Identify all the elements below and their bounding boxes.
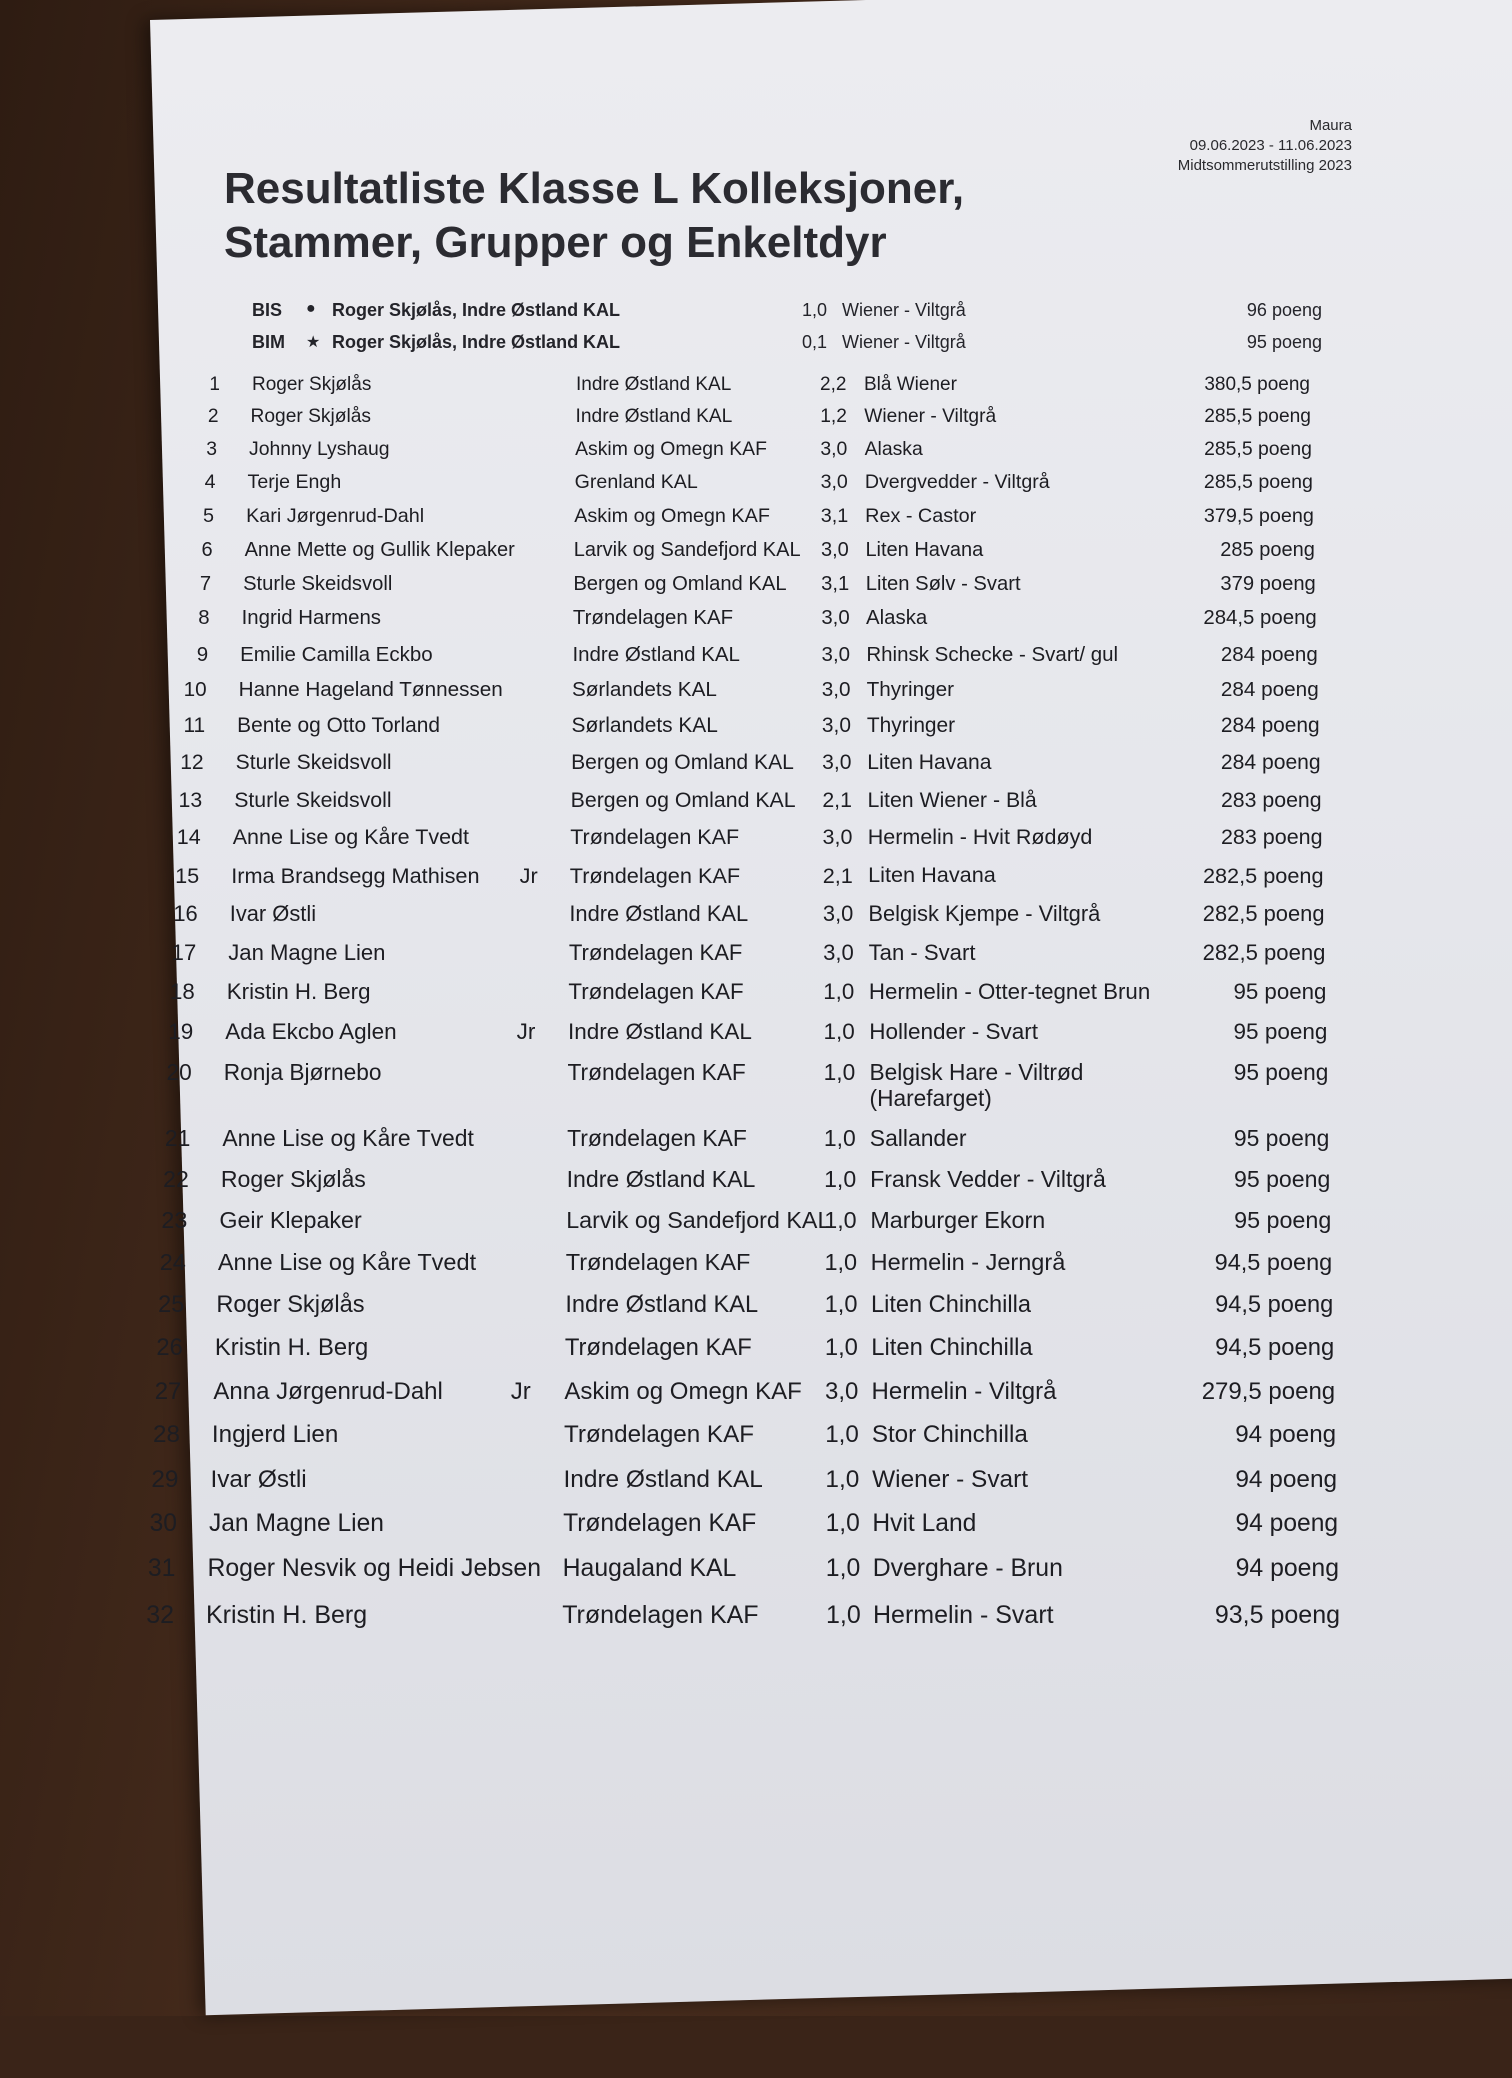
result-rank: 15 xyxy=(175,863,200,889)
junior-badge: Jr xyxy=(519,863,538,889)
result-owner: Sturle Skeidsvoll xyxy=(234,787,392,812)
result-row xyxy=(140,863,1502,897)
sheet-content xyxy=(140,44,1502,2040)
result-row xyxy=(140,751,1502,785)
result-class: 3,1 xyxy=(820,504,849,527)
result-club: Grenland KAL xyxy=(574,471,698,494)
result-owner: Roger Skjølås xyxy=(216,1291,365,1318)
result-rank: 30 xyxy=(149,1510,177,1538)
result-row xyxy=(140,979,1502,1013)
result-breed: Hvit Land xyxy=(872,1510,977,1538)
result-class: 3,0 xyxy=(823,940,854,966)
result-rank: 27 xyxy=(154,1377,182,1405)
result-points: 282,5 poeng xyxy=(1202,863,1324,889)
award-class: 0,1 xyxy=(802,332,828,352)
result-breed: Dvergvedder - Viltgrå xyxy=(864,471,1050,494)
result-owner: Ingjerd Lien xyxy=(211,1421,339,1449)
result-rank: 13 xyxy=(178,787,203,812)
result-class: 2,1 xyxy=(822,863,853,889)
result-owner: Emilie Camilla Eckbo xyxy=(240,642,433,666)
award-code: BIM xyxy=(252,332,285,352)
result-breed: Hermelin - Jerngrå xyxy=(870,1249,1066,1276)
result-owner: Hanne Hageland Tønnessen xyxy=(238,678,503,702)
result-rank: 9 xyxy=(196,642,209,666)
title-line-1: Resultatliste Klasse L Kolleksjoner, xyxy=(224,164,965,213)
result-class: 1,0 xyxy=(824,1207,857,1234)
result-breed: Liten Sølv - Svart xyxy=(865,572,1021,595)
result-points: 379,5 poeng xyxy=(1203,504,1314,527)
result-rank: 2 xyxy=(207,406,219,427)
result-rank: 24 xyxy=(159,1249,186,1276)
result-rank: 20 xyxy=(166,1059,192,1086)
result-rank: 6 xyxy=(201,538,213,561)
event-name: Midtsommerutstilling 2023 xyxy=(1177,157,1352,174)
result-breed: Thyringer xyxy=(866,714,956,738)
star-icon: ★ xyxy=(306,334,321,351)
result-points: 282,5 poeng xyxy=(1202,901,1325,927)
result-row xyxy=(140,539,1502,573)
result-club: Indre Østland KAL xyxy=(569,901,749,927)
result-club: Indre Østland KAL xyxy=(576,374,732,395)
result-class: 3,0 xyxy=(821,607,850,630)
result-rank: 19 xyxy=(168,1019,194,1045)
result-points: 283 poeng xyxy=(1220,825,1323,850)
award-breed: Wiener - Viltgrå xyxy=(842,300,966,320)
award-winner: Roger Skjølås, Indre Østland KAL xyxy=(332,332,621,352)
result-points: 284 poeng xyxy=(1220,750,1321,774)
result-rank: 12 xyxy=(180,750,204,774)
result-rank: 16 xyxy=(173,901,198,927)
result-points: 93,5 poeng xyxy=(1214,1600,1340,1629)
result-row xyxy=(140,1019,1502,1053)
result-class: 3,1 xyxy=(821,572,850,595)
award-breed: Wiener - Viltgrå xyxy=(842,332,966,352)
result-row xyxy=(140,940,1502,974)
result-rank: 26 xyxy=(156,1334,183,1362)
result-row xyxy=(140,1466,1502,1500)
result-points: 380,5 poeng xyxy=(1204,374,1310,395)
result-breed: Wiener - Svart xyxy=(872,1465,1028,1493)
award-row-bis xyxy=(252,294,1402,326)
result-points: 283 poeng xyxy=(1220,787,1322,812)
result-breed: Liten Chinchilla xyxy=(870,1291,1031,1318)
result-breed: Rex - Castor xyxy=(865,504,977,527)
result-points: 284,5 poeng xyxy=(1203,607,1317,630)
result-breed: Hermelin - Viltgrå xyxy=(871,1377,1057,1405)
result-owner: Roger Skjølås xyxy=(220,1165,366,1192)
award-points: 96 poeng xyxy=(1246,300,1322,320)
result-row xyxy=(140,1166,1502,1200)
result-club: Trøndelagen KAF xyxy=(565,1249,751,1276)
result-class: 1,0 xyxy=(825,1510,860,1538)
result-club: Indre Østland KAL xyxy=(566,1165,756,1192)
title-line-2: Stammer, Grupper og Enkeltdyr xyxy=(224,218,887,267)
result-rank: 4 xyxy=(204,471,216,494)
result-owner: Irma Brandsegg Mathisen xyxy=(231,863,480,889)
result-breed: Alaska xyxy=(866,607,928,630)
result-rank: 1 xyxy=(209,374,220,395)
result-points: 285 poeng xyxy=(1220,538,1315,561)
result-class: 1,0 xyxy=(826,1600,861,1629)
result-club: Trøndelagen KAF xyxy=(567,1124,747,1151)
result-class: 3,0 xyxy=(820,538,849,561)
result-class: 3,0 xyxy=(820,471,848,494)
result-club: Trøndelagen KAF xyxy=(568,979,744,1005)
result-rank: 29 xyxy=(151,1465,179,1493)
junior-badge: Jr xyxy=(510,1377,531,1405)
result-breed: Belgisk Hare - Viltrød xyxy=(869,1059,1084,1086)
result-breed: Rhinsk Schecke - Svart/ gul xyxy=(866,642,1119,666)
result-breed: Marburger Ekorn xyxy=(870,1207,1046,1234)
result-points: 285,5 poeng xyxy=(1204,406,1311,427)
result-owner: Roger Skjølås xyxy=(252,374,372,395)
dot-icon: ● xyxy=(306,300,316,317)
result-owner: Jan Magne Lien xyxy=(228,940,386,966)
result-owner: Anna Jørgenrud-Dahl xyxy=(213,1377,443,1405)
result-row xyxy=(140,1334,1502,1368)
result-row xyxy=(140,1510,1502,1544)
result-row xyxy=(140,825,1502,859)
result-owner: Ronja Bjørnebo xyxy=(223,1059,382,1086)
result-points: 285,5 poeng xyxy=(1204,438,1312,461)
result-row xyxy=(140,1421,1502,1455)
result-owner: Kristin H. Berg xyxy=(206,1600,368,1629)
result-class: 1,0 xyxy=(825,1421,859,1449)
result-club: Sørlandets KAL xyxy=(571,678,717,702)
result-rank: 11 xyxy=(183,714,206,738)
result-breed: Liten Havana xyxy=(868,862,996,888)
result-owner: Ivar Østli xyxy=(229,901,317,927)
result-points: 95 poeng xyxy=(1233,1124,1330,1151)
result-club: Trøndelagen KAF xyxy=(568,940,743,966)
result-club: Bergen og Omland KAL xyxy=(573,572,787,595)
result-rank: 25 xyxy=(158,1291,185,1318)
award-points: 95 poeng xyxy=(1246,332,1322,352)
award-row-bim xyxy=(252,326,1402,358)
result-class: 3,0 xyxy=(820,438,848,461)
result-owner: Ingrid Harmens xyxy=(241,607,381,630)
result-rank: 5 xyxy=(203,504,215,527)
result-points: 94 poeng xyxy=(1235,1421,1337,1449)
result-row xyxy=(140,643,1502,677)
result-owner: Roger Nesvik og Heidi Jebsen xyxy=(207,1555,542,1583)
page-title xyxy=(224,162,1104,270)
result-club: Indre Østland KAL xyxy=(575,406,733,427)
result-club: Indre Østland KAL xyxy=(567,1019,752,1045)
result-class: 1,0 xyxy=(824,1334,858,1362)
result-owner: Kristin H. Berg xyxy=(226,979,371,1005)
result-rank: 31 xyxy=(147,1555,176,1583)
result-rank: 17 xyxy=(171,940,197,966)
result-owner: Kari Jørgenrud-Dahl xyxy=(246,504,425,527)
result-breed: Liten Chinchilla xyxy=(871,1334,1033,1362)
result-row xyxy=(140,374,1502,408)
result-row xyxy=(140,788,1502,822)
result-breed: Hermelin - Svart xyxy=(873,1600,1054,1629)
result-rank: 22 xyxy=(163,1165,189,1192)
result-owner: Anne Lise og Kåre Tvedt xyxy=(222,1124,474,1151)
result-class: 1,0 xyxy=(823,1059,856,1086)
result-row xyxy=(140,1125,1502,1159)
result-class: 3,0 xyxy=(822,901,854,927)
result-points: 379 poeng xyxy=(1220,572,1316,595)
result-class: 1,0 xyxy=(823,1124,856,1151)
result-club: Trøndelagen KAF xyxy=(564,1334,752,1362)
result-rank: 18 xyxy=(169,979,195,1005)
result-points: 284 poeng xyxy=(1220,642,1318,666)
result-owner: Anne Lise og Kåre Tvedt xyxy=(217,1249,477,1276)
result-class: 3,0 xyxy=(822,825,853,850)
result-breed: Hermelin - Otter-tegnet Brun xyxy=(868,979,1151,1005)
result-breed-note: (Harefarget) xyxy=(869,1085,992,1112)
result-club: Trøndelagen KAF xyxy=(567,1059,746,1086)
result-club: Askim og Omegn KAF xyxy=(564,1377,802,1405)
result-row xyxy=(140,678,1502,712)
result-points: 284 poeng xyxy=(1220,714,1320,738)
result-rank: 23 xyxy=(161,1207,188,1234)
award-winner: Roger Skjølås, Indre Østland KAL xyxy=(332,300,621,320)
result-breed: Blå Wiener xyxy=(864,374,957,395)
result-points: 94 poeng xyxy=(1235,1555,1340,1583)
result-row xyxy=(140,438,1502,472)
result-breed: Hollender - Svart xyxy=(869,1019,1039,1045)
result-points: 95 poeng xyxy=(1234,1207,1332,1234)
result-class: 3,0 xyxy=(821,642,851,666)
result-row xyxy=(140,1292,1502,1326)
result-rank: 14 xyxy=(176,825,201,850)
result-points: 94,5 poeng xyxy=(1215,1334,1335,1362)
result-club: Askim og Omegn KAF xyxy=(574,504,770,527)
result-class: 3,0 xyxy=(822,750,852,774)
result-points: 95 poeng xyxy=(1233,1165,1331,1192)
result-breed: Liten Wiener - Blå xyxy=(867,787,1037,812)
result-breed: Fransk Vedder - Viltgrå xyxy=(870,1165,1106,1192)
result-points: 284 poeng xyxy=(1220,678,1319,702)
result-owner: Johnny Lyshaug xyxy=(249,438,390,461)
result-points: 279,5 poeng xyxy=(1201,1377,1336,1405)
result-owner: Ada Ekcbo Aglen xyxy=(225,1019,397,1045)
result-breed: Wiener - Viltgrå xyxy=(864,406,997,427)
result-row xyxy=(140,1601,1502,1635)
result-club: Trøndelagen KAF xyxy=(570,825,740,850)
award-class: 1,0 xyxy=(802,300,828,320)
result-sheet xyxy=(146,0,1512,2015)
result-row xyxy=(140,1555,1502,1589)
result-breed: Alaska xyxy=(864,438,923,461)
result-club: Askim og Omegn KAF xyxy=(575,438,767,461)
result-club: Trøndelagen KAF xyxy=(562,1600,759,1629)
result-points: 94 poeng xyxy=(1235,1510,1339,1538)
result-club: Trøndelagen KAF xyxy=(563,1421,754,1449)
result-row xyxy=(140,471,1502,505)
event-meta xyxy=(1178,116,1352,176)
result-class: 1,2 xyxy=(820,406,847,427)
result-owner: Sturle Skeidsvoll xyxy=(235,750,392,774)
result-class: 3,0 xyxy=(821,678,851,702)
result-owner: Anne Mette og Gullik Klepaker xyxy=(244,538,515,561)
result-rank: 7 xyxy=(199,572,212,595)
result-row xyxy=(140,1059,1502,1112)
result-points: 94 poeng xyxy=(1235,1465,1338,1493)
result-row xyxy=(140,1249,1502,1283)
result-club: Indre Østland KAL xyxy=(565,1291,759,1318)
result-row xyxy=(140,1378,1502,1412)
result-rank: 32 xyxy=(146,1600,174,1629)
result-class: 1,0 xyxy=(823,1019,855,1045)
result-class: 3,0 xyxy=(825,1377,859,1405)
result-points: 95 poeng xyxy=(1233,979,1327,1005)
event-location: Maura xyxy=(1309,116,1352,134)
result-owner: Bente og Otto Torland xyxy=(237,714,441,738)
result-rank: 3 xyxy=(206,438,218,461)
result-points: 94,5 poeng xyxy=(1215,1291,1334,1318)
result-breed: Stor Chinchilla xyxy=(871,1421,1028,1449)
result-owner: Roger Skjølås xyxy=(250,406,372,427)
result-class: 1,0 xyxy=(823,979,855,1005)
result-owner: Ivar Østli xyxy=(210,1465,307,1493)
result-row xyxy=(140,901,1502,935)
result-class: 1,0 xyxy=(825,1555,861,1583)
result-breed: Belgisk Kjempe - Viltgrå xyxy=(868,901,1101,927)
result-owner: Sturle Skeidsvoll xyxy=(243,572,393,595)
result-rank: 10 xyxy=(183,678,207,702)
result-class: 3,0 xyxy=(821,714,851,738)
result-club: Indre Østland KAL xyxy=(563,1465,763,1493)
result-points: 95 poeng xyxy=(1233,1019,1328,1045)
result-owner: Geir Klepaker xyxy=(219,1207,362,1234)
result-breed: Tan - Svart xyxy=(868,940,976,966)
result-club: Indre Østland KAL xyxy=(572,642,740,666)
result-rank: 8 xyxy=(198,607,210,630)
result-row xyxy=(140,505,1502,539)
result-points: 285,5 poeng xyxy=(1203,471,1313,494)
result-points: 95 poeng xyxy=(1233,1059,1329,1086)
result-club: Trøndelagen KAF xyxy=(563,1510,757,1538)
result-breed: Liten Havana xyxy=(865,538,984,561)
result-owner: Terje Engh xyxy=(247,471,342,494)
result-class: 2,1 xyxy=(822,787,852,812)
result-owner: Kristin H. Berg xyxy=(214,1334,369,1362)
result-club: Haugaland KAL xyxy=(562,1555,737,1583)
result-rank: 21 xyxy=(164,1124,191,1151)
result-points: 94,5 poeng xyxy=(1214,1249,1333,1276)
result-row xyxy=(140,1207,1502,1241)
result-breed: Sallander xyxy=(869,1124,967,1151)
result-row xyxy=(140,573,1502,607)
result-class: 2,2 xyxy=(820,374,847,395)
result-breed: Liten Havana xyxy=(867,750,992,774)
result-club: Bergen og Omland KAL xyxy=(570,787,796,812)
result-class: 1,0 xyxy=(824,1291,858,1318)
event-dates: 09.06.2023 - 11.06.2023 xyxy=(1189,137,1352,154)
result-owner: Jan Magne Lien xyxy=(208,1510,384,1538)
result-row xyxy=(140,406,1502,440)
result-breed: Hermelin - Hvit Rødøyd xyxy=(867,825,1093,850)
result-club: Sørlandets KAL xyxy=(571,714,718,738)
result-club: Bergen og Omland KAL xyxy=(571,750,794,774)
result-club: Trøndelagen KAF xyxy=(569,863,741,889)
result-class: 1,0 xyxy=(824,1249,858,1276)
result-row xyxy=(140,714,1502,748)
result-club: Trøndelagen KAF xyxy=(572,607,734,630)
junior-badge: Jr xyxy=(516,1019,536,1045)
result-class: 1,0 xyxy=(824,1165,857,1192)
result-club: Larvik og Sandefjord KAL xyxy=(573,538,801,561)
result-breed: Thyringer xyxy=(866,678,954,702)
result-class: 1,0 xyxy=(825,1465,860,1493)
result-row xyxy=(140,607,1502,641)
result-owner: Anne Lise og Kåre Tvedt xyxy=(232,825,469,850)
award-code: BIS xyxy=(252,300,283,320)
result-club: Larvik og Sandefjord KAL xyxy=(566,1207,831,1234)
result-rank: 28 xyxy=(153,1421,180,1449)
result-points: 282,5 poeng xyxy=(1202,940,1326,966)
result-breed: Dverghare - Brun xyxy=(872,1555,1063,1583)
